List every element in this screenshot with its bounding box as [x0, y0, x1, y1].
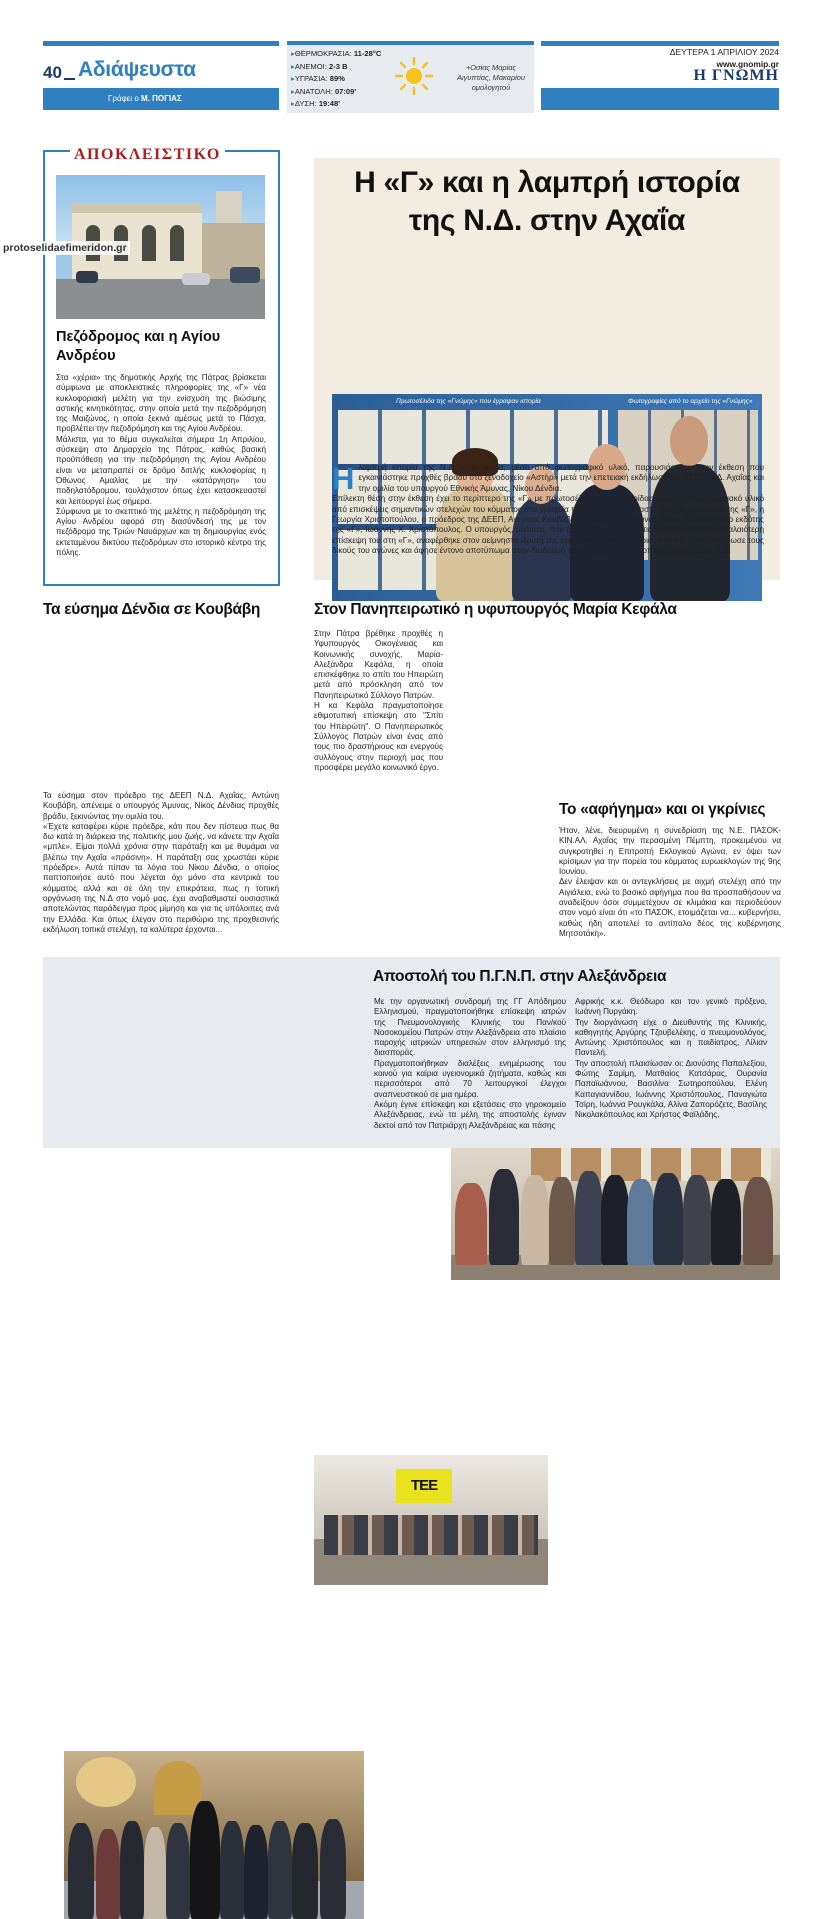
dendias-headline: Τα εύσημα Δένδια σε Κουβάβη — [43, 601, 261, 618]
kefala-paragraph: Στην Πάτρα βρέθηκε προχθές η Υφυπουργός Οικογένειας και Κοινωνικής συνοχής, Μαρία-Αλεξάνδρα Κεφάλα, η οποία επισκέφθηκε το σπίτι του Ηπειρώτη μετά από πρόσκληση από τον Πανηπειρωτικό Σύλλογο Πατρών. — [314, 629, 443, 700]
weather-sunrise: ▸ΑΝΑΤΟΛΗ: 07:09' — [291, 86, 357, 96]
header-rule-right-bottom — [541, 88, 779, 110]
kefala-body — [314, 629, 443, 773]
saints-of-day: +Οσίας Μαρίας Αιγυπτίας, Μακαρίου ομολογητού — [457, 63, 525, 92]
photo-board-right-caption: Φωτογραφίες από το αρχείο της «Γνώμης» — [628, 398, 753, 405]
issue-date: ΔΕΥΤΕΡΑ 1 ΑΠΡΙΛΙΟΥ 2024 — [669, 47, 779, 57]
section-dash — [64, 78, 75, 80]
weather-panel — [287, 41, 534, 113]
exclusive-body — [56, 373, 266, 558]
alexandria-headline: Αποστολή του Π.Γ.Ν.Π. στην Αλεξάνδρεια — [373, 968, 667, 985]
byline-author: Μ. ΠΟΓΙΑΣ — [141, 94, 182, 103]
byline-prefix: Γράφει ο — [108, 94, 139, 103]
dendias-paragraph: «Έχετε καταφέρει κύριε πρόεδρε, κάτι που δεν πίστευα πως θα δω κατά τη διάρκεια της πολιτικής μου ζωής, να κάνετε την Αχαΐα «μπλε». Είμαι πολλά χρόνια στην παράταξη και με θυμάμαι να βλέπω την Αχαΐα «πράσινη». Η παράταξη σας χρωστάει κύριε πρόεδρε». Αυτά πίπαν τα λόγια του Νίκου Δένδια, ο οποίος παπτοποιήσε αυτό που λέγεται όχι μόνο στα κεντρικά του κόμματος αλλά και σε όλη την επικράτεια, πως η τοπική οργάνωση της Ν.Δ στο νομό μας, έχει αναβαθμιστεί ουσιαστικά αποτελώντας παράδειγμα προς μίμηση και για τις υπόλοιπες ανά την Ελλάδα. Και όπως έλεγαν στο περιθώριο της προχθεσινής εκδήλωση τοπικά στελέχη, τα καλύτερα έρχονται... — [43, 821, 279, 934]
header-rule-right — [541, 41, 779, 46]
alexandria-paragraph: Την αποστολή πλαισίωσαν οι: Διονύσης Παπαλεξίου, Φώτης Σαμίμη, Ματθαίος Κατσάρας, Ουρανία Παπαϊωάννου, Βασιλίνα Σωτηροπούλου, Ελένη Καπαγιαννίδου, Ιωάννης Χριστόπουλος, Παναγιώτα Τσίρη, Ιωάννα Ρουγκάλα, Αλίνα Ζαπορόζετς, Βασίλης Νικολακόπουλος και Χρήστος Φαϊλάδης. — [575, 1058, 767, 1120]
weather-sunset: ▸ΔΥΣΗ: 19:48' — [291, 99, 341, 109]
alexandria-paragraph: Την διοργάνωση είχε ο Διευθυντής της Κλινικής, καθηγητής Αργύρης Τζουβελέκης, ο πνευμονολόγος, Αντώνης Χριστόπουλος και η παιδίατρος, Λίλιαν Παντελή. — [575, 1017, 767, 1058]
watermark: protoselidaefimeridon.gr — [0, 241, 130, 255]
exclusive-paragraph: Στα «χέρια» της δημοτικής Αρχής της Πάτρας βρίσκεται σύμφωνα με αποκλειστικές πληροφορίες της «Γ» νέα κυκλοφοριακή μελέτη για την ενίσχυση της βιώσιμης αστικής κινητικότητας, στην οποία μετά την πεζοδρόμηση της Μαιζώνος, η οποία ξεκινά αμέσως μετά το Πάσχα, προβλέπει την πεζοδρόμηση και της Αγίου Ανδρέου. — [56, 373, 266, 434]
website-link[interactable]: www.gnomip.gr — [716, 59, 779, 69]
weather-temperature: ▸ΘΕΡΜΟΚΡΑΣΙΑ: 11-28°C — [291, 49, 382, 58]
grumbles-body — [559, 826, 781, 939]
sun-icon — [395, 57, 433, 95]
alexandria-paragraph: Ακόμη έγινε επίσκεψη και εξετάσεις στο γηροκομείο Αλεξάνδρειας, ενώ τα μέλη της αποστολής έγιναν δεκτοί από τον Πατριάρχη Αλεξάνδρειας και πάσης — [374, 1099, 566, 1130]
alexandria-paragraph: Πραγματοποιήθηκαν διαλέξεις ενημέρωσης του κοινού για καίρια υγειονομικά ζητήματα, καθώς και περισσότεροι από 70 λειτουργικοί έλεγχοι αναπνευστικού σε μια ημέρα. — [374, 1058, 566, 1099]
exclusive-paragraph: Σύμφωνα με το σκεπτικό της μελέτης η πεζοδρόμηση της Αγίου Ανδρέου αφορά στη διασύνδεσή της με τον πεζόδρομο της Τριών Ναυάρχων και τη δημιουργίας ενός εκτεταμένου δικτύου πεζοδρόμων στο ιστορικό κέντρο της πόλης. — [56, 506, 266, 558]
page-number: 40 — [43, 63, 62, 82]
byline — [108, 94, 182, 103]
exclusive-headline: Πεζόδρομος και η Αγίου Ανδρέου — [56, 329, 221, 364]
header-rule-left — [43, 41, 279, 46]
weather-humidity: ▸ΥΓΡΑΣΙΑ: 89% — [291, 74, 345, 84]
alexandria-photo — [64, 1751, 364, 1919]
alexandria-paragraph: Με την οργανωτική συνδρομή της ΓΓ Απόδημου Ελληνισμού, πραγματοποιήθηκε επίσκεψη ιατρών της Πνευμονολογικής Κλινικής του Παν/κού Νοσοκομείου Πατρών στην Αλεξάνδρεια στο πλαίσιο παροχής ιατρικών υπηρεσιών στον ελληνισμό της διασποράς. — [374, 997, 566, 1058]
dropcap: Η — [332, 461, 355, 496]
grumbles-paragraph: Δεν έλειψαν και οι αντεγκλήσεις με αιχμή στελέχη από την Αιγιάλεια, ενώ το βασικό αφήγημα που θα προσπαθήσουν να αναδείξουν όσοι συμμετέχουν σε κλιμάκια και περιοδεύουν στον νομό είναι ότι «το ΠΑΣΟΚ, ετοιμάζεται να... κυβερνήσει, καθώς ήδη αποτελεί το αντίπαλο δέος της κυβέρνησης Μητσοτάκη». — [559, 877, 781, 938]
alexandria-body-col1 — [374, 997, 566, 1131]
newspaper-logo: Η ΓΝΩΜΗ — [693, 67, 779, 84]
main-story-body — [332, 463, 764, 557]
alexandria-paragraph: Αφρικής κ.κ. Θεόδωρο και τον γενικό πρόξενο, Ιωάννη Πυργάκη. — [575, 997, 767, 1017]
main-headline-line2: της Ν.Δ. στην Αχαΐα — [408, 204, 686, 237]
section-title: Αδιάψευστα — [78, 58, 196, 81]
meeting-photo — [314, 1455, 548, 1585]
kefala-headline: Στον Πανηπειρωτικό η υφυπουργός Μαρία Κεφάλα — [314, 601, 677, 618]
weather-wind: ▸ΑΝΕΜΟΙ: 2-3 B — [291, 61, 348, 71]
dendias-paragraph: Τα εύσημα στον πρόεδρο της ΔΕΕΠ Ν.Δ. Αχαΐας, Αντώνη Κουβάβη, απένειμε ο υπουργός Άμυνας, Νίκος Δένδιας προχθές βράδυ, ξεκινώντας την ομιλία του. — [43, 791, 279, 821]
meeting-sign: ΤΕΕ — [410, 1477, 438, 1494]
main-story-paragraph: λαμπρή ιστορία της Ν.Δ. στην Αχαΐα, μέσα από φωτογραφικό υλικό, παρουσιάστηκε στην έκθεση που εγκαινιάστηκε προχθές βράδυ στο ξενοδοχείο «Αστήρ» μετά την επετειακή εκδήλωση της ΔΕΕΠ Ν.Δ. Αχαΐας και την ομιλία του υπουργού Εθνικής Άμυνας, Νίκου Δένδια. — [358, 463, 764, 493]
photo-board-left-caption: Πρωτοσέλιδα της «Γνώμης» που έγραψαν ιστορία — [396, 398, 541, 405]
kefala-photo — [451, 1131, 780, 1280]
main-headline-line1: Η «Γ» και η λαμπρή ιστορία — [354, 166, 740, 199]
exclusive-label: ΑΠΟΚΛΕΙΣΤΙΚΟ — [70, 146, 225, 164]
grumbles-paragraph: Ήταν, λένε, διευρυμένη η συνεδρίαση της Ν.Ε. ΠΑΣΟΚ-ΚΙΝ.ΑΛ. Αχαΐας την περασμένη Πέμπτη, προκειμένου να συγκροτηθεί η Επιτροπή Εκλογικού Αγώνα, εν όψει των κρίσιμων για την πορεία του κόμματος ευρωεκλογών της 9ης Ιουνίου. — [559, 826, 781, 877]
grumbles-headline: Το «αφήγημα» και οι γκρίνιες — [559, 801, 766, 818]
exclusive-paragraph: Μάλιστα, για το θέμα συγκαλείται σήμερα 1η Απριλίου, σύσκεψη στο Δημαρχείο της Πάτρας, καθώς βασική προϋπόθεση για την πεζοδρόμηση της Αγίου Ανδρέου είναι να μεταπραπεί σε δρόμο διπλής κυκλοφορίας η Όθωνος Αμαλίας με την «κατάργηση» του ποδηλατόδρομου, τουλάχιστον όπως έχει κατασκευαστεί και λειτουργεί έως σήμερα. — [56, 434, 266, 506]
main-story-paragraph: Επίλεκτη θέση στην έκθεση έχει το περίπτερο της «Γ» με πρωτοσέλιδα της εφημερίδας αλλά και άλλο αρχειακό υλικό από επισκέψεις σημαντικών στελεχών του κόμματος στα γραφεία της. Στη φωτό μπροστά από το περίπτερο της «Γ», η Γεωργία Χριστοπούλου, ο πρόεδρος της ΔΕΕΠ, Αντώνης Κουβάβης, ο υπουργός Άμυνας, Νίκος Δένδιας και ο εκδότης της «Γ», Ιωάννης Χ. Χριστόπουλος. Ο υπουργός, μάλιστα, που βρίσκεται ανάμεσα στις φωτογραφίες από παλαιότερη επίσκεψη του στη «Γ», αναφέρθηκε στον αείμνηστο ιδρυτή της εφημερίδας, Χρήστο Χριστόπουλο, ο οποίος έδωσε τους δικούς του αγώνες και άφησε έντονο αποτύπωμα στην διαδρομή των 50 χρόνων της τοπικής και όχι μόνο Ν.Δ. — [332, 494, 764, 556]
dendias-body — [43, 791, 279, 935]
weather-list — [291, 48, 381, 111]
kefala-paragraph: Η κα Κεφάλα πραγματοποίησε εθιμοτυπική επίσκεψη στο "Σπίτι του Ηπειρώτη". Ο Πανηπειρωτικός Σύλλογος Πατρών είναι ένας από τους πιο δραστήριους και ενεργούς συλλόγους στην περιοχή μας που προσφέρει μεγάλο κοινωνικό έργο. — [314, 701, 443, 772]
alexandria-body-col2 — [575, 997, 767, 1121]
